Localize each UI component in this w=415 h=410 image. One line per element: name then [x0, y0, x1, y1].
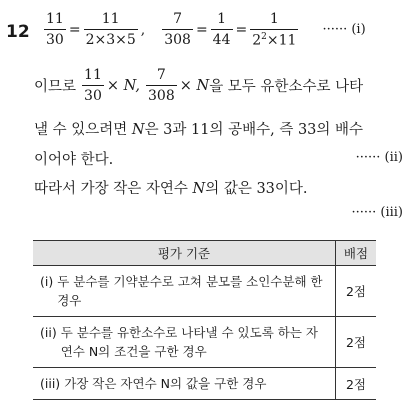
rubric-header-criteria: 평가 기준	[33, 241, 336, 266]
step-tag-i: ······ (i)	[322, 22, 366, 38]
fraction-1-44: $\frac{1}{44}$	[212, 11, 231, 49]
grading-rubric-table	[33, 240, 376, 400]
rubric-criterion-text: 두 분수를 유한소수로 나타낼 수 있도록 하는 자연수 N의 조건을 구한 경우	[60, 325, 318, 359]
fraction-7-308: $\frac{7}{308}$	[164, 11, 191, 49]
rubric-header-points: 배점	[336, 241, 377, 266]
fraction-11-30: $\frac{11}{30}$	[46, 11, 64, 49]
rubric-label: (ii)	[40, 325, 57, 340]
step-tag-ii: ······ (ii)	[355, 150, 403, 165]
step-tag-iii: ······ (iii)	[351, 205, 403, 220]
equation-line-1: $\frac{11}{30}$ = $\frac{11}{2\times 3\times 5}$ , $\frac{7}{308}$ = $\frac{1}{44}$ = $\frac{1}{2^2\times 11}$ ······ (i)	[46, 11, 366, 49]
fraction-7-308-b: $\frac{7}{308}$	[148, 67, 175, 104]
text-line-5: 따라서 가장 작은 자연수 N의 값은 33이다.	[34, 181, 308, 197]
rubric-row	[33, 266, 376, 317]
rubric-label: (iii)	[40, 376, 61, 391]
rubric-row	[33, 317, 376, 368]
text-line-3: 낼 수 있으려면 N은 3과 11의 공배수, 즉 33의 배수	[34, 122, 364, 138]
text-line-4: 이어야 한다.	[34, 152, 114, 168]
rubric-label: (i)	[40, 274, 54, 289]
rubric-points: 2점	[336, 368, 377, 400]
fraction-11-30-b: $\frac{11}{30}$	[84, 67, 102, 104]
text-line-2: 이므로 $\frac{11}{30}$ × N, $\frac{7}{308}$ × N 을 모두 유한소수로 나타	[34, 67, 364, 104]
fraction-1-2sq-x11: $\frac{1}{2^2\times 11}$	[252, 11, 297, 49]
fraction-11-2x3x5: $\frac{11}{2\times 3\times 5}$	[85, 11, 136, 49]
rubric-row	[33, 368, 376, 400]
rubric-header-row	[33, 241, 376, 266]
rubric-criterion-text: 두 분수를 기약분수로 고쳐 분모를 소인수분해 한 경우	[57, 274, 323, 308]
rubric-points: 2점	[336, 266, 377, 317]
problem-number: 12	[6, 22, 30, 42]
rubric-points: 2점	[336, 317, 377, 368]
rubric-criterion-text: 가장 작은 자연수 N의 값을 구한 경우	[64, 376, 267, 391]
